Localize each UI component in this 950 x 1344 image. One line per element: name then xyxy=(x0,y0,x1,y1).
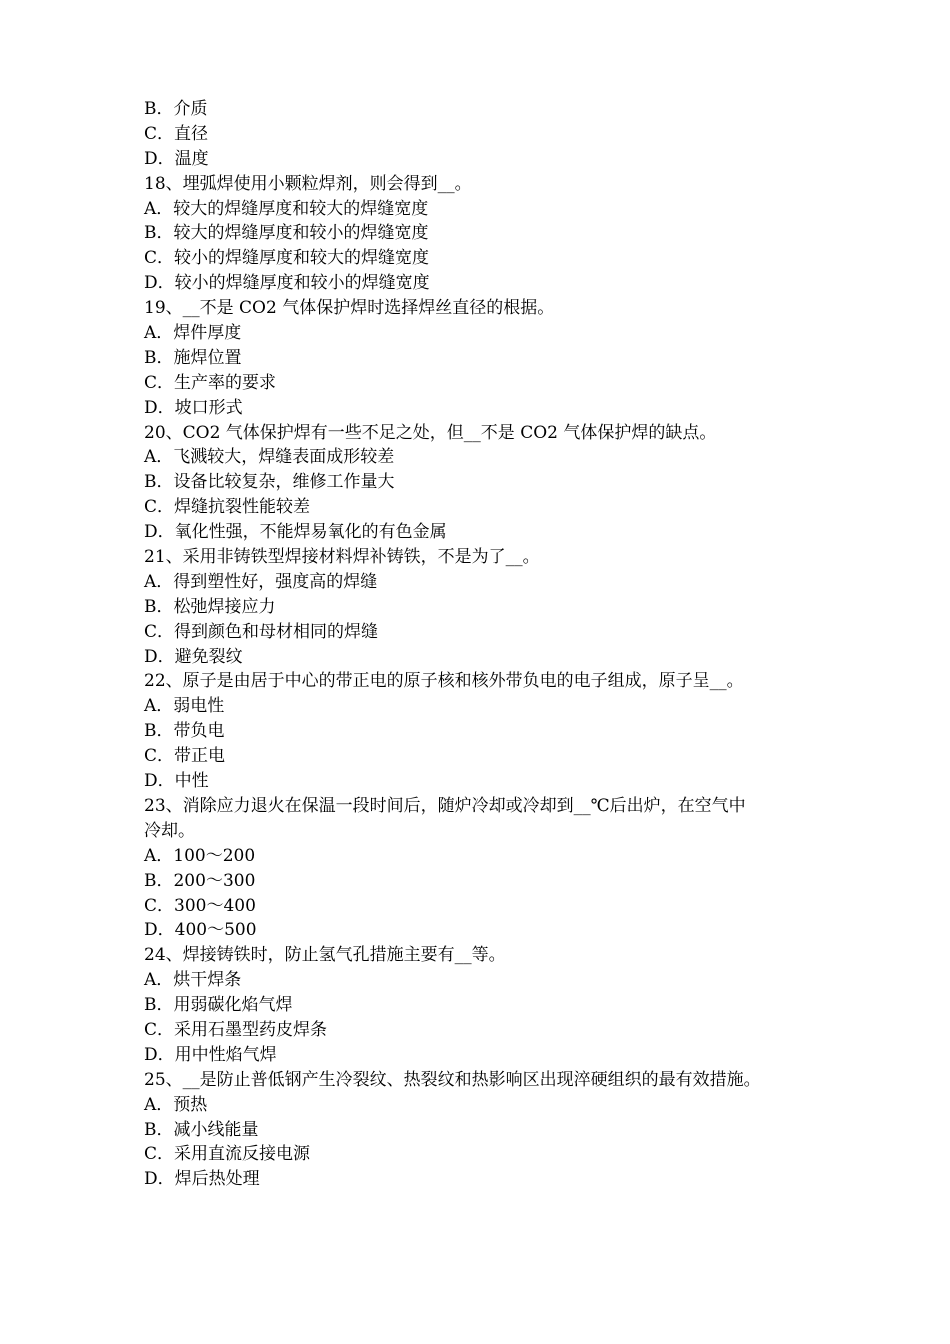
answer-option: D．用中性焰气焊 xyxy=(144,1044,277,1065)
answer-option: D．避免裂纹 xyxy=(144,646,243,667)
answer-option: A．弱电性 xyxy=(144,696,225,717)
answer-option: A．100～200 xyxy=(144,845,256,866)
answer-option: A．较大的焊缝厚度和较大的焊缝宽度 xyxy=(144,198,429,219)
answer-option: A．得到塑性好，强度高的焊缝 xyxy=(144,571,378,592)
answer-option: D．氧化性强，不能焊易氧化的有色金属 xyxy=(144,522,447,543)
answer-option: A．飞溅较大，焊缝表面成形较差 xyxy=(144,447,395,468)
question-text: 23、消除应力退火在保温一段时间后，随炉冷却或冷却到__℃后出炉，在空气中 xyxy=(144,795,746,816)
answer-option: B．施焊位置 xyxy=(144,347,242,368)
question-text-continuation: 冷却。 xyxy=(144,820,195,841)
answer-option: C．直径 xyxy=(144,123,209,144)
answer-option: A．预热 xyxy=(144,1094,208,1115)
question-text: 19、__不是 CO2 气体保护焊时选择焊丝直径的根据。 xyxy=(144,298,555,319)
answer-option: B．设备比较复杂，维修工作量大 xyxy=(144,472,395,493)
answer-option: C．得到颜色和母材相同的焊缝 xyxy=(144,621,379,642)
answer-option: A．烘干焊条 xyxy=(144,970,242,991)
answer-option: B．200～300 xyxy=(144,870,256,891)
question-text: 22、原子是由居于中心的带正电的原子核和核外带负电的电子组成，原子呈__。 xyxy=(144,671,744,692)
answer-option: B．较大的焊缝厚度和较小的焊缝宽度 xyxy=(144,223,429,244)
answer-option: B．介质 xyxy=(144,99,208,119)
question-text: 24、焊接铸铁时，防止氢气孔措施主要有__等。 xyxy=(144,945,506,966)
answer-option: C．较小的焊缝厚度和较大的焊缝宽度 xyxy=(144,248,430,269)
answer-option: D．坡口形式 xyxy=(144,397,243,418)
answer-option: D．焊后热处理 xyxy=(144,1169,260,1190)
answer-option: C．采用直流反接电源 xyxy=(144,1144,311,1165)
answer-option: B．减小线能量 xyxy=(144,1119,259,1140)
answer-option: D．400～500 xyxy=(144,920,257,941)
answer-option: C．采用石墨型药皮焊条 xyxy=(144,1019,328,1040)
answer-option: B．用弱碳化焰气焊 xyxy=(144,995,293,1016)
answer-option: B．带负电 xyxy=(144,721,225,742)
answer-option: C．带正电 xyxy=(144,746,226,767)
answer-option: D．较小的焊缝厚度和较小的焊缝宽度 xyxy=(144,273,430,294)
answer-option: C．生产率的要求 xyxy=(144,372,277,393)
question-text: 18、埋弧焊使用小颗粒焊剂，则会得到__。 xyxy=(144,173,472,194)
answer-option: B．松弛焊接应力 xyxy=(144,596,276,617)
document-page xyxy=(144,97,824,1192)
answer-option: A．焊件厚度 xyxy=(144,323,242,344)
answer-option: D．中性 xyxy=(144,771,209,792)
answer-option: C．300～400 xyxy=(144,895,256,916)
question-text: 21、采用非铸铁型焊接材料焊补铸铁，不是为了__。 xyxy=(144,547,540,568)
answer-option: D．温度 xyxy=(144,148,209,169)
question-text: 25、__是防止普低钢产生冷裂纹、热裂纹和热影响区出现淬硬组织的最有效措施。 xyxy=(144,1069,761,1090)
question-text: 20、CO2 气体保护焊有一些不足之处，但__不是 CO2 气体保护焊的缺点。 xyxy=(144,422,717,443)
answer-option: C．焊缝抗裂性能较差 xyxy=(144,497,311,518)
